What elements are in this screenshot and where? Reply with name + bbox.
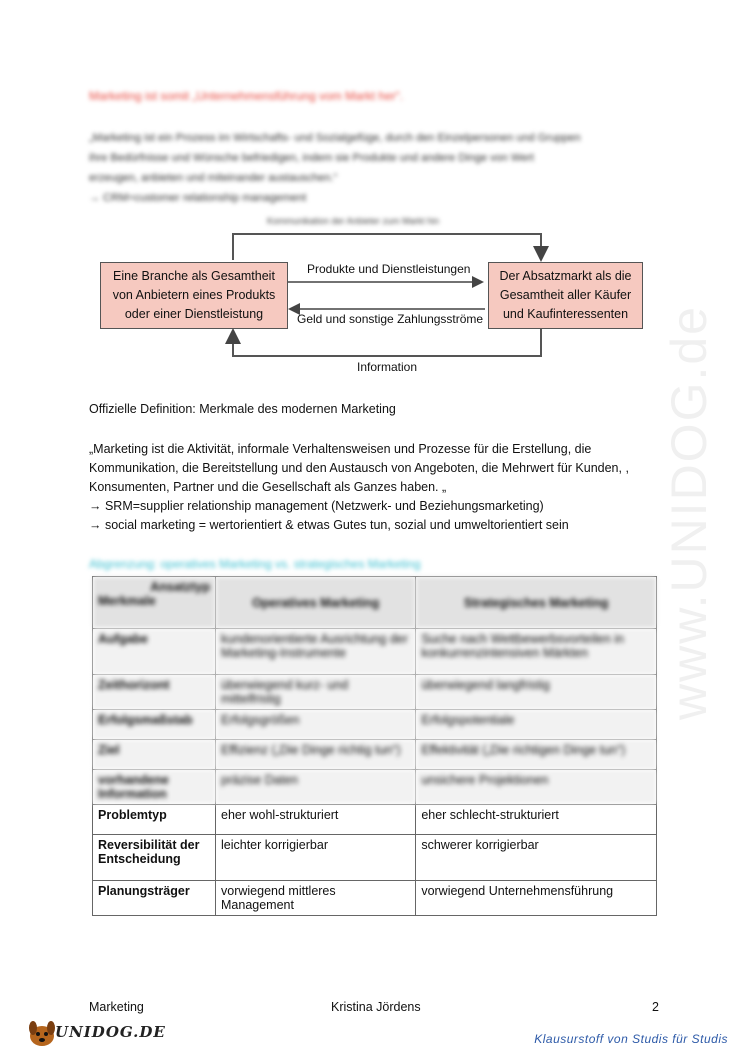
column-header-strategisch: Strategisches Marketing — [416, 577, 657, 629]
cell-operativ: kundenorientierte Ausrichtung der Marketing-Instrumente — [216, 629, 416, 675]
corner-bottom-label: Merkmale — [98, 594, 156, 608]
cell-operativ: Erfolgsgrößen — [216, 710, 416, 740]
cell-operativ: überwiegend kurz- und mittelfristig — [216, 675, 416, 710]
table-row — [93, 770, 657, 805]
footer-subject: Marketing — [89, 1000, 144, 1014]
information-loop-arrow — [233, 328, 541, 356]
row-label: Aufgabe — [93, 629, 216, 675]
cell-operativ: leichter korrigierbar — [216, 835, 416, 881]
table-row — [93, 805, 657, 835]
top-loop-arrow — [233, 234, 541, 260]
market-box-line: Der Absatzmarkt als die — [499, 269, 632, 283]
row-label: Reversibilität der Entscheidung — [93, 835, 216, 881]
corner-top-label: Ansatztyp — [150, 580, 210, 594]
cell-strategisch: eher schlecht-strukturiert — [416, 805, 657, 835]
section-heading-marketing: Marketing ist somit „Unternehmensführung vom Markt her“. — [89, 89, 404, 103]
supplier-box-line: Eine Branche als Gesamtheit — [113, 269, 275, 283]
diagram-top-label: Kommunikation der Anbieter zum Markt hin — [267, 216, 440, 226]
page-number: 2 — [652, 1000, 659, 1014]
marketing-quote — [89, 128, 669, 208]
definition-line-social: → social marketing = wertorientiert & etwas Gutes tun, sozial und umweltorientiert sein — [89, 518, 569, 532]
table-corner-cell — [93, 577, 216, 629]
cell-strategisch: Suche nach Wettbewerbsvorteilen in konkurrenzintensiven Märkten — [416, 629, 657, 675]
cell-operativ: Effizienz („Die Dinge richtig tun“) — [216, 740, 416, 770]
definition-line: „Marketing ist die Aktivität, informale Verhaltensweisen und Prozesse für die Erstellung, die — [89, 442, 592, 456]
market-exchange-diagram — [95, 212, 655, 382]
watermark: www.UNIDOG.de — [661, 305, 717, 720]
row-label: Problemtyp — [93, 805, 216, 835]
quote-line: → CRM=customer relationship management — [89, 192, 307, 204]
supplier-box-line: von Anbietern eines Produkts — [112, 288, 276, 302]
cell-strategisch: Erfolgspotentiale — [416, 710, 657, 740]
table-row — [93, 675, 657, 710]
column-header-operativ: Operatives Marketing — [216, 577, 416, 629]
quote-line: erzeugen, anbieten und miteinander austauschen.“ — [89, 172, 338, 184]
dog-icon — [25, 1016, 59, 1050]
market-box — [488, 262, 643, 329]
table-row — [93, 740, 657, 770]
cell-strategisch: Effektivität („Die richtigen Dinge tun“) — [416, 740, 657, 770]
market-box-line: Gesamtheit aller Käufer — [499, 288, 632, 302]
logo-text: UNIDOG.DE — [55, 1023, 166, 1041]
row-label: Planungsträger — [93, 881, 216, 916]
quote-line: ihre Bedürfnisse und Wünsche befriedigen, indem sie Produkte und andere Dinge von Wert — [89, 152, 534, 164]
information-label: Information — [357, 360, 418, 374]
supplier-box — [100, 262, 288, 329]
cell-strategisch: vorwiegend Unternehmensführung — [416, 881, 657, 916]
cell-operativ: präzise Daten — [216, 770, 416, 805]
cell-strategisch: überwiegend langfristig — [416, 675, 657, 710]
money-flow-label: Geld und sonstige Zahlungsströme — [297, 312, 484, 326]
slogan: Klausurstoff von Studis für Studis — [534, 1032, 728, 1046]
definition-text — [89, 440, 669, 535]
definition-line: Konsumenten, Partner und die Gesellschaft als Ganzes haben. „ — [89, 480, 447, 494]
section-heading-abgrenzung: Abgrenzung: operatives Marketing vs. strategisches Marketing — [89, 557, 421, 571]
cell-strategisch: schwerer korrigierbar — [416, 835, 657, 881]
definition-line: Kommunikation, die Bereitstellung und den Austausch von Angeboten, die Mehrwert für Kunden, , — [89, 461, 629, 475]
row-label: Erfolgsmaßstab — [93, 710, 216, 740]
table-row — [93, 881, 657, 916]
definition-title: Offizielle Definition: Merkmale des modernen Marketing — [89, 402, 396, 416]
comparison-table — [92, 576, 657, 916]
products-label: Produkte und Dienstleistungen — [307, 262, 471, 276]
table-header-row — [93, 577, 657, 629]
table-row — [93, 835, 657, 881]
market-box-line: und Kaufinteressenten — [502, 307, 629, 321]
definition-line-srm: → SRM=supplier relationship management (Netzwerk- und Beziehungsmarketing) — [89, 499, 544, 513]
quote-line: „Marketing ist ein Prozess im Wirtschafts- und Sozialgefüge, durch den Einzelpersonen und Gruppen — [89, 132, 581, 144]
row-label: Zeithorizont — [93, 675, 216, 710]
row-label: Ziel — [93, 740, 216, 770]
supplier-box-line: oder einer Dienstleistung — [124, 307, 264, 321]
cell-strategisch: unsichere Projektionen — [416, 770, 657, 805]
cell-operativ: eher wohl-strukturiert — [216, 805, 416, 835]
table-row — [93, 629, 657, 675]
cell-operativ: vorwiegend mittleres Management — [216, 881, 416, 916]
row-label: vorhandene Information — [93, 770, 216, 805]
footer-author: Kristina Jördens — [331, 1000, 421, 1014]
table-row — [93, 710, 657, 740]
